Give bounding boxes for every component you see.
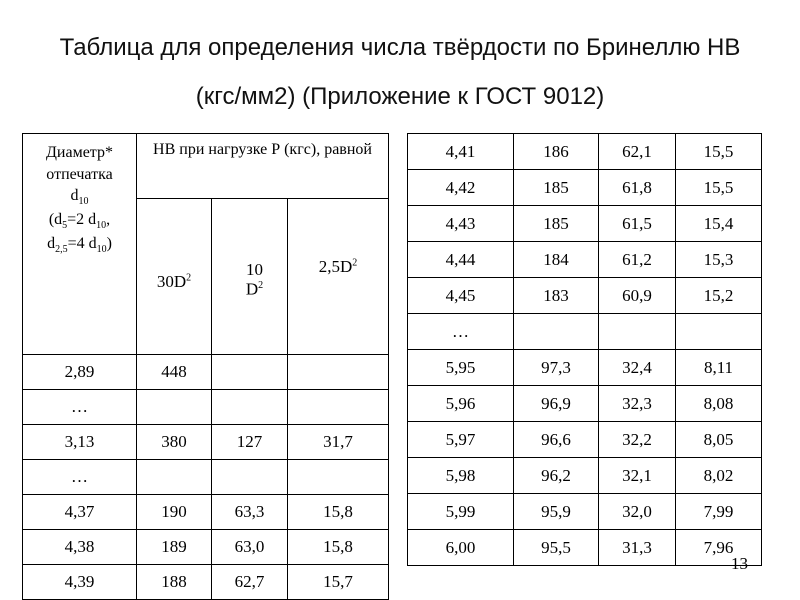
diameter-label-line1: Диаметр* <box>46 144 113 161</box>
table-cell-d: 4,37 <box>23 495 137 530</box>
table-cell-v10: 61,2 <box>599 242 676 278</box>
table-row <box>23 425 389 460</box>
table-cell-v30: 185 <box>514 170 599 206</box>
load-25d-text: 2,5D <box>318 256 353 276</box>
table-cell-v25: 15,8 <box>288 495 389 530</box>
table-cell-d: 2,89 <box>23 355 137 390</box>
table-cell-v25: 8,11 <box>676 350 762 386</box>
table-cell-v25 <box>288 390 389 425</box>
table-row <box>408 386 762 422</box>
table-row <box>23 460 389 495</box>
table-cell-v30: 448 <box>137 355 212 390</box>
table-cell-d: 5,98 <box>408 458 514 494</box>
table-cell-v25: 15,2 <box>676 278 762 314</box>
table-cell-v10: 32,4 <box>599 350 676 386</box>
table-cell-v10: 127 <box>212 425 288 460</box>
table-row <box>23 565 389 600</box>
load-10d2-header <box>212 199 288 355</box>
table-cell-v25: 15,7 <box>288 565 389 600</box>
table-row <box>23 530 389 565</box>
table-cell-d: 4,41 <box>408 134 514 170</box>
table-cell-v30: 95,5 <box>514 530 599 566</box>
table-row <box>23 495 389 530</box>
table-cell-v25: 31,7 <box>288 425 389 460</box>
table-cell-d: 4,45 <box>408 278 514 314</box>
load-10-d: D <box>245 279 259 299</box>
table-cell-v25: 8,08 <box>676 386 762 422</box>
table-cell-v10: 61,5 <box>599 206 676 242</box>
table-row <box>408 494 762 530</box>
load-30d2-header <box>137 199 212 355</box>
load-30d-text: 30D <box>156 271 187 291</box>
hardness-table-right <box>407 133 762 566</box>
table-cell-d: … <box>408 314 514 350</box>
table-cell-v30: 96,6 <box>514 422 599 458</box>
table-row <box>408 134 762 170</box>
table-cell-v30: 95,9 <box>514 494 599 530</box>
load-30d-sup: 2 <box>186 272 192 284</box>
table-cell-v30 <box>137 390 212 425</box>
table-cell-d: … <box>23 390 137 425</box>
table-cell-v25: 15,5 <box>676 170 762 206</box>
load-10-sup: 2 <box>258 280 264 292</box>
d5-subscript: 5 <box>62 220 68 232</box>
table-cell-v25: 7,96 <box>676 530 762 566</box>
table-cell-v10 <box>212 355 288 390</box>
diameter-header <box>23 134 137 355</box>
table-cell-v25 <box>288 460 389 495</box>
table-row <box>408 458 762 494</box>
table-cell-v10 <box>599 314 676 350</box>
table-cell-d: 5,99 <box>408 494 514 530</box>
table-cell-v30: 189 <box>137 530 212 565</box>
d5-symbol: (d <box>48 210 63 228</box>
d25-equation: =4 d <box>67 234 97 252</box>
hardness-table-left <box>22 133 389 600</box>
table-cell-d: 6,00 <box>408 530 514 566</box>
table-cell-v30 <box>514 314 599 350</box>
table-cell-v25 <box>676 314 762 350</box>
table-row <box>408 350 762 386</box>
table-cell-v10: 60,9 <box>599 278 676 314</box>
table-cell-v30: 183 <box>514 278 599 314</box>
table-row <box>408 314 762 350</box>
table-cell-v25: 15,4 <box>676 206 762 242</box>
table-cell-v30: 186 <box>514 134 599 170</box>
page-number: 13 <box>731 554 748 573</box>
d10-subscript: 10 <box>78 196 89 208</box>
load-10-num: 10 <box>246 260 263 280</box>
table-cell-v10: 63,0 <box>212 530 288 565</box>
table-cell-v30: 185 <box>514 206 599 242</box>
table-row <box>408 170 762 206</box>
table-cell-v10 <box>212 390 288 425</box>
diameter-label-line2: отпечатка <box>46 165 113 183</box>
table-row <box>408 242 762 278</box>
table-cell-v10: 61,8 <box>599 170 676 206</box>
d10-symbol: d <box>70 187 79 205</box>
table-row <box>408 206 762 242</box>
table-cell-v25: 7,99 <box>676 494 762 530</box>
table-cell-v30: 184 <box>514 242 599 278</box>
table-cell-v30: 190 <box>137 495 212 530</box>
d25-eq-subscript: 10 <box>96 243 107 255</box>
d5-equation: =2 d <box>67 210 97 228</box>
table-cell-d: 5,95 <box>408 350 514 386</box>
table-cell-v10: 31,3 <box>599 530 676 566</box>
table-cell-v10: 32,1 <box>599 458 676 494</box>
table-row <box>408 530 762 566</box>
load-25d2-header <box>288 199 389 355</box>
paren-close: ) <box>106 234 112 252</box>
table-cell-d: … <box>23 460 137 495</box>
comma: , <box>106 210 111 228</box>
table-cell-v10: 62,7 <box>212 565 288 600</box>
d25-subscript: 2,5 <box>55 243 68 255</box>
page-subtitle: (кгс/мм2) (Приложение к ГОСТ 9012) <box>195 83 605 110</box>
table-cell-v30 <box>137 460 212 495</box>
page-title: Таблица для определения числа твёрдости по Бринеллю НВ <box>59 34 741 61</box>
table-row <box>408 422 762 458</box>
table-cell-v10: 32,3 <box>599 386 676 422</box>
table-cell-v25: 15,5 <box>676 134 762 170</box>
table-cell-v30: 188 <box>137 565 212 600</box>
table-cell-v10 <box>212 460 288 495</box>
table-cell-v30: 96,9 <box>514 386 599 422</box>
table-row <box>408 278 762 314</box>
table-cell-d: 4,38 <box>23 530 137 565</box>
table-cell-v10: 32,0 <box>599 494 676 530</box>
table-row <box>23 390 389 425</box>
table-cell-d: 4,42 <box>408 170 514 206</box>
table-cell-v25: 8,02 <box>676 458 762 494</box>
table-cell-d: 5,96 <box>408 386 514 422</box>
table-cell-v30: 96,2 <box>514 458 599 494</box>
table-cell-d: 4,44 <box>408 242 514 278</box>
d25-symbol: d <box>47 234 56 252</box>
load-25d-sup: 2 <box>352 257 358 269</box>
table-cell-v30: 97,3 <box>514 350 599 386</box>
table-cell-v25: 8,05 <box>676 422 762 458</box>
table-cell-d: 4,43 <box>408 206 514 242</box>
hb-load-header: НВ при нагрузке Р (кгс), равной <box>137 134 389 199</box>
table-cell-v30: 380 <box>137 425 212 460</box>
table-cell-v10: 32,2 <box>599 422 676 458</box>
table-cell-v25 <box>288 355 389 390</box>
table-cell-v10: 63,3 <box>212 495 288 530</box>
table-row <box>23 355 389 390</box>
d5-eq-subscript: 10 <box>96 220 107 232</box>
table-cell-v25: 15,3 <box>676 242 762 278</box>
table-cell-d: 4,39 <box>23 565 137 600</box>
table-cell-d: 3,13 <box>23 425 137 460</box>
table-cell-d: 5,97 <box>408 422 514 458</box>
table-cell-v25: 15,8 <box>288 530 389 565</box>
table-cell-v10: 62,1 <box>599 134 676 170</box>
